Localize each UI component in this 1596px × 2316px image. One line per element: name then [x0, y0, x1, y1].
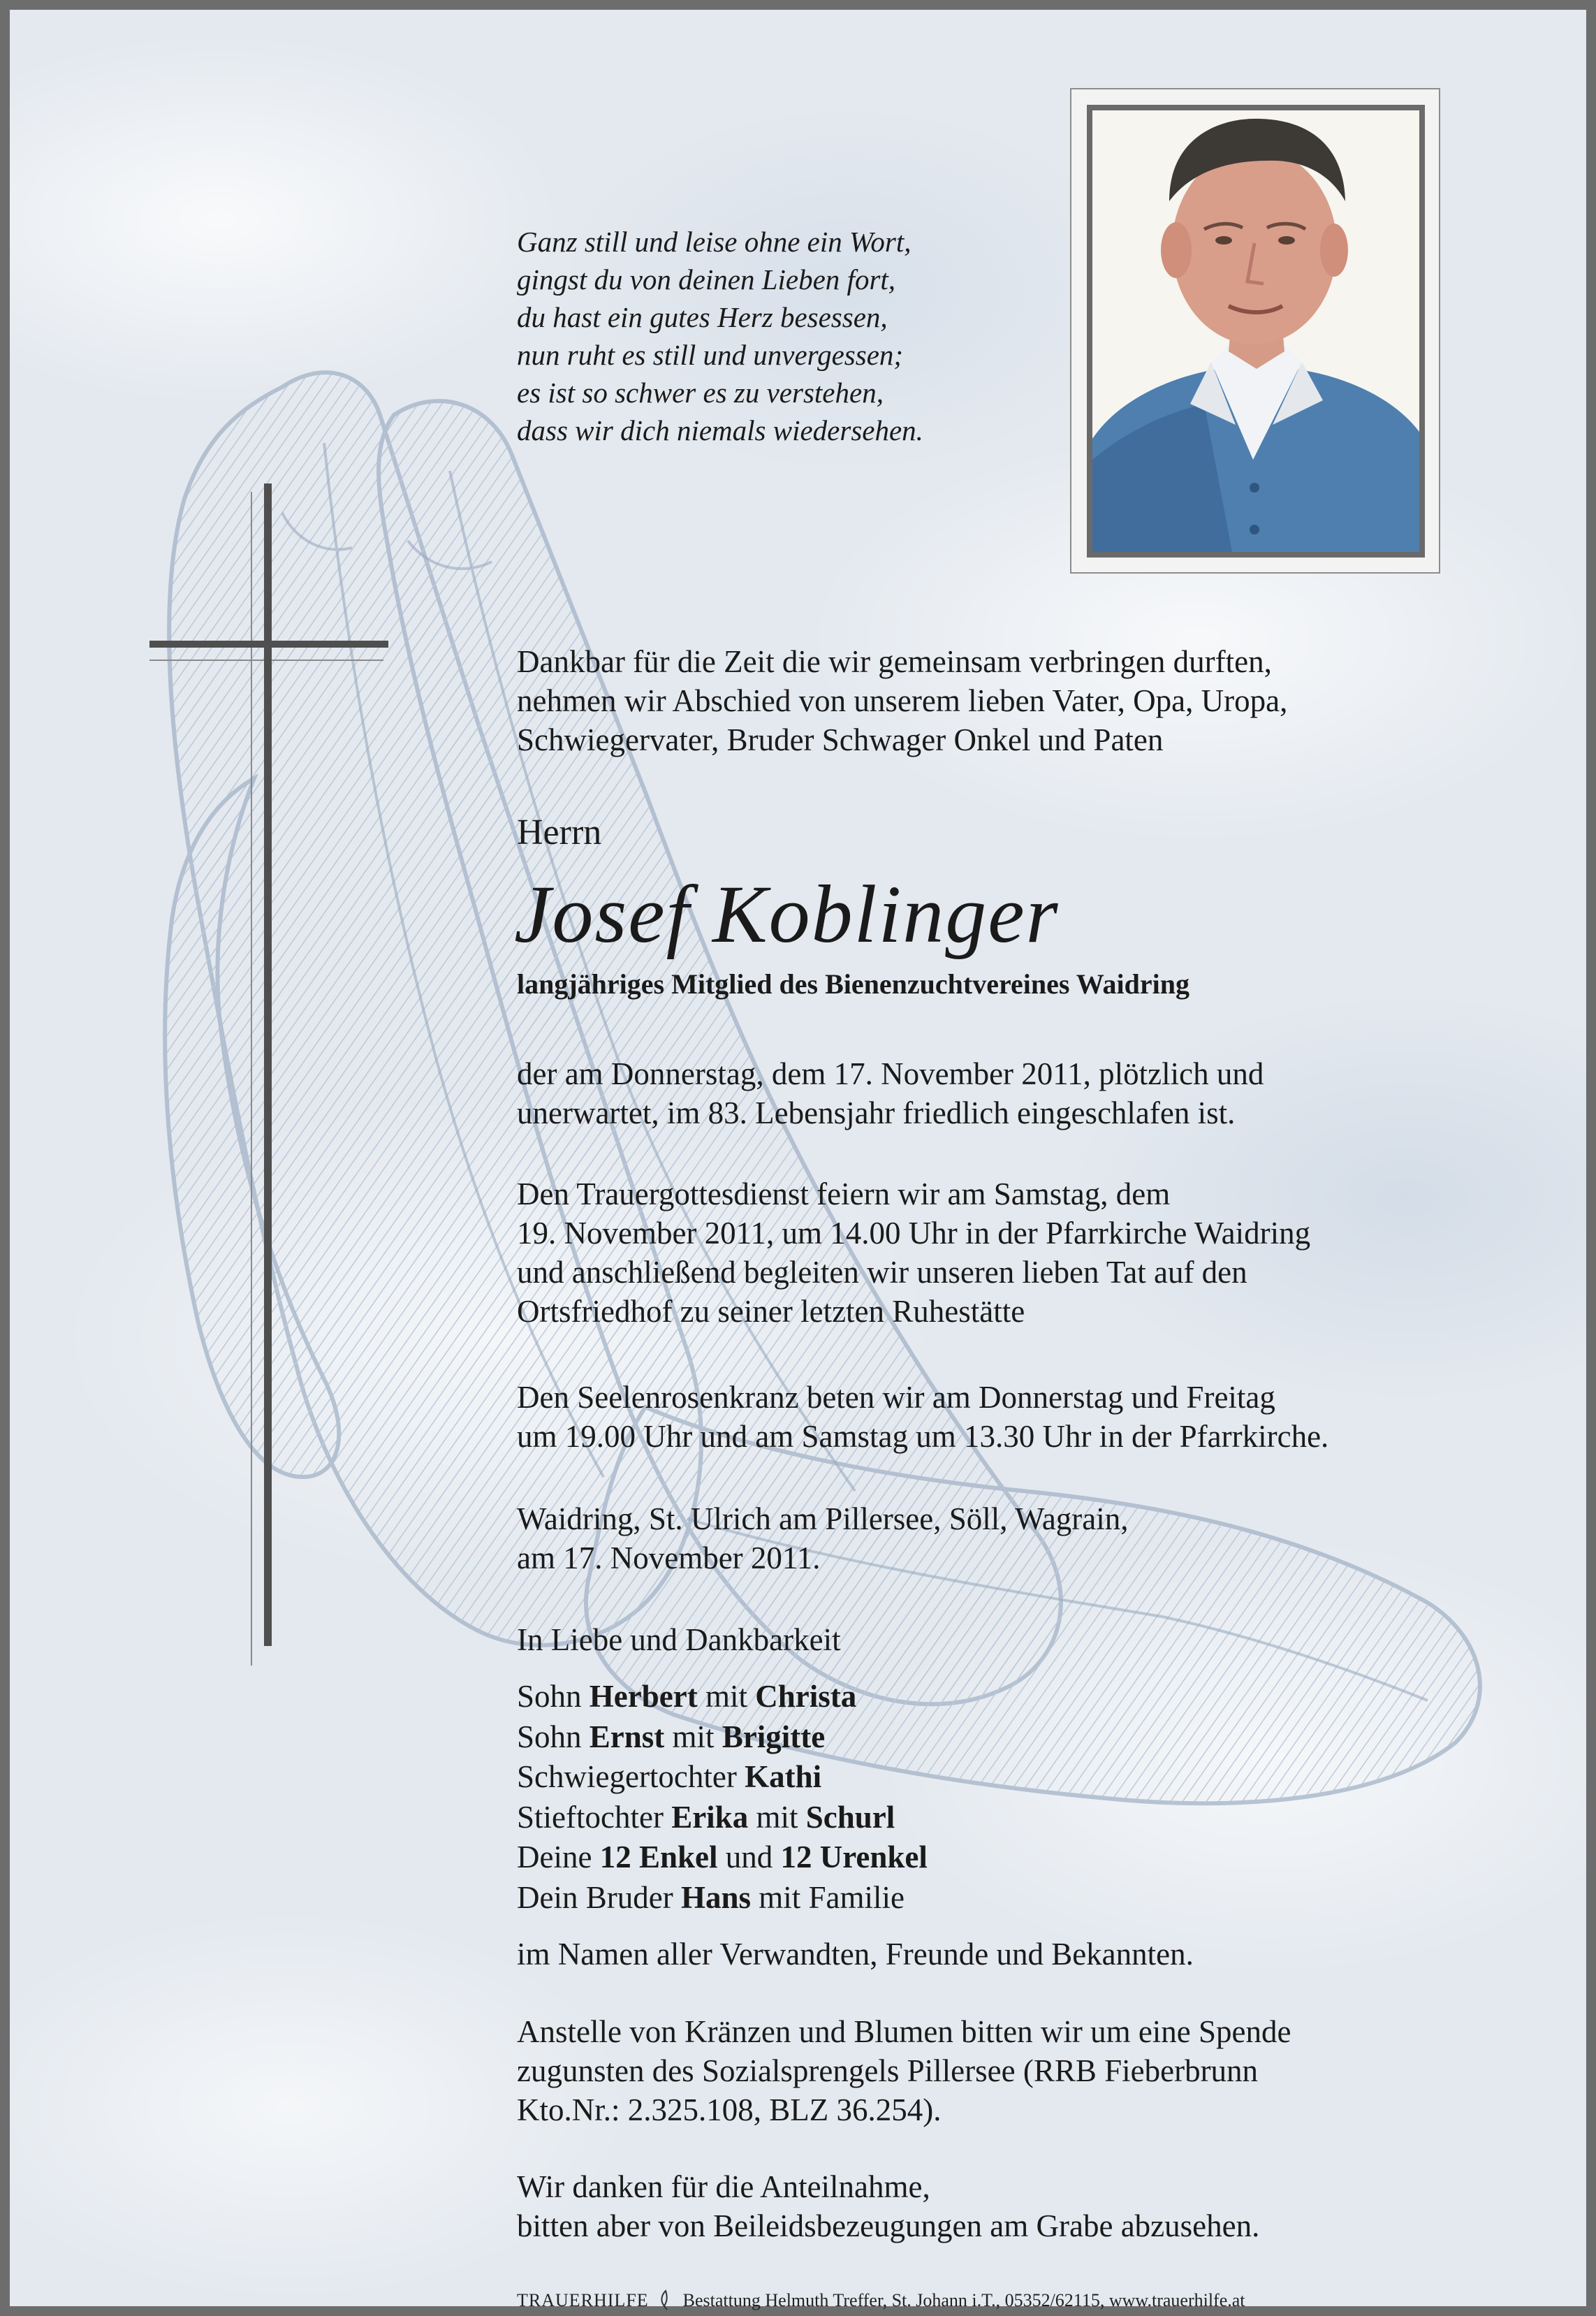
family-line: Sohn Herbert mit Christa	[517, 1679, 857, 1714]
poem-line: nun ruht es still und unvergessen;	[517, 339, 904, 371]
rosary-line: um 19.00 Uhr und am Samstag um 13.30 Uhr in der Pfarrkirche.	[517, 1419, 1329, 1454]
family-line: Deine 12 Enkel und 12 Urenkel	[517, 1840, 928, 1874]
deceased-subtitle: langjähriges Mitglied des Bienenzuchtvereines Waidring	[517, 968, 1189, 1000]
donation-request	[517, 2012, 1291, 2129]
poem-line: es ist so schwer es zu verstehen,	[517, 377, 884, 409]
poem-line: dass wir dich niemals wiedersehen.	[517, 414, 923, 446]
death-notice	[517, 1054, 1264, 1132]
funeral-line: Ortsfriedhof zu seiner letzten Ruhestätte	[517, 1294, 1025, 1329]
intro-text	[517, 642, 1287, 759]
poem	[517, 223, 1048, 449]
place-date	[517, 1499, 1129, 1578]
thanks-line: bitten aber von Beileidsbezeugungen am Grabe abzusehen.	[517, 2208, 1260, 2243]
funeral-info	[517, 1174, 1310, 1331]
place-date-line: am 17. November 2011.	[517, 1541, 821, 1575]
family-line: Schwiegertochter Kathi	[517, 1759, 822, 1794]
rosary-info	[517, 1378, 1328, 1456]
family-line: Stieftochter Erika mit Schurl	[517, 1799, 895, 1835]
thanks-line: Wir danken für die Anteilnahme,	[517, 2169, 930, 2204]
relatives-line: im Namen aller Verwandten, Freunde und Bekannten.	[517, 1937, 1194, 1972]
donation-line: zugunsten des Sozialsprengels Pillersee (RRB Fieberbrunn	[517, 2053, 1259, 2088]
intro-line: Dankbar für die Zeit die wir gemeinsam verbringen durften,	[517, 644, 1272, 679]
poem-line: Ganz still und leise ohne ein Wort,	[517, 226, 912, 258]
leaf-logo-icon	[657, 2289, 674, 2310]
funeral-home-footer	[517, 2289, 1245, 2313]
salutation: Herrn	[517, 813, 602, 852]
intro-line: Schwiegervater, Bruder Schwager Onkel und Paten	[517, 722, 1164, 757]
funeral-home-details: Bestattung Helmuth Treffer, St. Johann i.T., 05352/62115, www.trauerhilfe.at	[682, 2290, 1245, 2310]
cross-horizontal-bar	[149, 641, 388, 648]
portrait-photo	[1087, 105, 1425, 558]
cross-shadow-vertical	[251, 492, 252, 1666]
deceased-name: Josef Koblinger	[514, 868, 1060, 960]
place-date-line: Waidring, St. Ulrich am Pillersee, Söll, Wagrain,	[517, 1501, 1129, 1536]
intro-line: nehmen wir Abschied von unserem lieben Vater, Opa, Uropa,	[517, 683, 1288, 718]
family-list	[517, 1677, 928, 1918]
funeral-home-brand: TRAUERHILFE	[517, 2290, 649, 2310]
rosary-line: Den Seelenrosenkranz beten wir am Donnerstag und Freitag	[517, 1380, 1275, 1415]
poem-line: du hast ein gutes Herz besessen,	[517, 301, 888, 333]
funeral-line: und anschließend begleiten wir unseren lieben Tat auf den	[517, 1255, 1247, 1290]
family-line: Sohn Ernst mit Brigitte	[517, 1719, 826, 1754]
poem-line: gingst du von deinen Lieben fort,	[517, 263, 896, 296]
cross-vertical-bar	[264, 483, 272, 1646]
death-notice-line: der am Donnerstag, dem 17. November 2011, plötzlich und	[517, 1056, 1264, 1091]
funeral-line: Den Trauergottesdienst feiern wir am Samstag, dem	[517, 1177, 1171, 1211]
thanks-note	[517, 2167, 1259, 2245]
donation-line: Anstelle von Kränzen und Blumen bitten wir um eine Spende	[517, 2014, 1291, 2049]
family-line: Dein Bruder Hans mit Familie	[517, 1879, 905, 1915]
family-heading: In Liebe und Dankbarkeit	[517, 1622, 841, 1657]
portrait-frame	[1070, 88, 1440, 574]
death-notice-line: unerwartet, im 83. Lebensjahr friedlich eingeschlafen ist.	[517, 1095, 1236, 1130]
funeral-line: 19. November 2011, um 14.00 Uhr in der Pfarrkirche Waidring	[517, 1216, 1311, 1251]
donation-line: Kto.Nr.: 2.325.108, BLZ 36.254).	[517, 2092, 942, 2127]
